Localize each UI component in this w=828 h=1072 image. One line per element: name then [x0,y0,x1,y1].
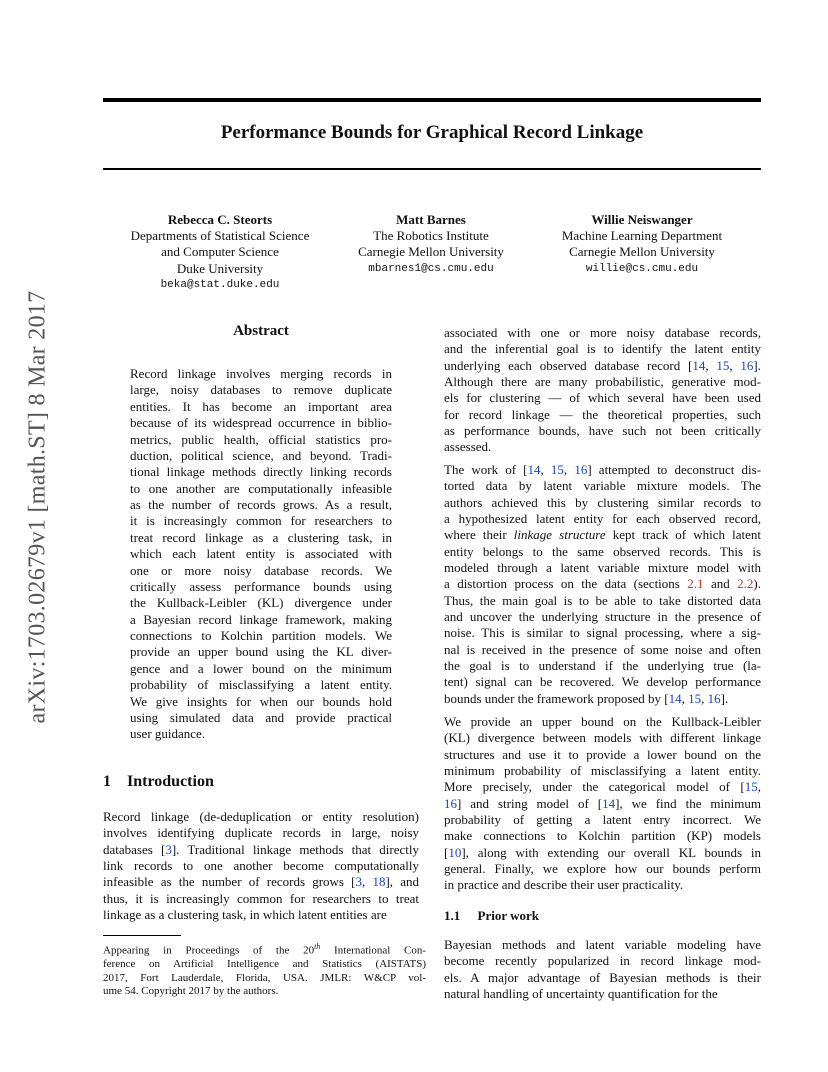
footnote [103,940,426,999]
text-line: databases [3]. Traditional linkage methods that directly [103,841,419,857]
abstract-line: tional linkage methods directly linking records [130,464,392,480]
abstract-line: gence and a lower bound on the minimum [130,660,392,676]
abstract-line: to one another are computationally infeasible [130,480,392,496]
footnote-line: ference on Artificial Intelligence and Statistics (AISTATS) [103,958,426,971]
abstract-line: large, noisy databases to remove duplicate [130,382,392,398]
abstract-line: metrics, public health, official statistics pro- [130,431,392,447]
text-line: involves identifying duplicate records in large, noisy [103,825,419,841]
abstract-line: We give insights for when our bounds hold [130,693,392,709]
text-line: nal is received in the presence of some noise and often [444,641,761,657]
abstract-line: entities. It has become an important area [130,398,392,414]
abstract-line: the Kullback-Leibler (KL) divergence under [130,595,392,611]
abstract-line: it is increasingly common for researchers to [130,513,392,529]
abstract-line: probability of misclassifying a latent entity. [130,677,392,693]
text-line: authors achieved this by clustering similar records to [444,494,761,510]
abstract-line: which each latent entity is associated with [130,546,392,562]
author-name: Rebecca C. Steorts [167,212,273,227]
text-line: tent) signal can be recovered. We develop performance [444,674,761,690]
author-name: Willie Neiswanger [591,212,693,227]
text-line: as performance bounds, have such not been critically [444,423,761,439]
author-affiliation: The Robotics Institute [373,228,489,244]
text-line: 16] and string model of [14], we find the minimum [444,795,761,811]
abstract-line: connections to Kolchin partition models. We [130,628,392,643]
author-email[interactable]: beka@stat.duke.edu [160,278,280,291]
abstract-line: user guidance. [130,726,206,742]
text-line: for record linkage — the theoretical properties, such [444,406,761,422]
abstract-line: as the number of records grows. As a result, [130,497,392,512]
abstract-line: provide an upper bound using the KL diver- [130,644,392,660]
text-line: link records to one another become computationally [103,858,419,874]
title-bottom-rule [103,168,761,170]
text-line: probability of getting a latent entry incorrect. We [444,812,761,828]
text-line: general. Finally, we explore how our bounds perform [444,861,761,877]
footnote-line: Appearing in Proceedings of the 20th International Con- [103,942,426,957]
author-affiliation: Duke University [176,260,264,276]
text-line: noise. This is similar to signal processing, where a sig- [444,625,761,641]
column2-paragraph-1 [444,325,761,456]
text-line: (KL) divergence between models with different linkage [444,730,761,746]
author-affiliation: Machine Learning Department [561,228,723,244]
text-line: make connections to Kolchin partition (KP) models [444,828,761,844]
abstract-body [130,366,392,743]
abstract-line: critically assess performance bounds using [130,578,392,594]
subsection-number: 1.1 [444,908,461,923]
text-line: the goal is to understand if the underlying true (la- [444,658,761,674]
introduction-body [103,809,419,923]
text-line: [10], along with extending our overall KL bounds in [444,844,761,860]
footnote-rule [103,935,181,936]
subsection-title: Prior work [477,908,539,923]
abstract-line: treat record linkage as a clustering task, in [130,529,392,545]
author-email[interactable]: mbarnes1@cs.cmu.edu [368,262,494,275]
text-line: Although there are many probabilistic, generative mod- [444,374,761,390]
text-line: torted data by latent variable mixture models. The [444,478,761,494]
author-block-3 [530,212,754,277]
text-line: in practice and describe their user practicality. [444,877,684,893]
text-line: els for clustering — of which several have been used [444,390,761,406]
text-line: structures and use it to provide a lower bound on the [444,746,761,762]
text-line: linkage as a clustering task, in which latent entities are [103,907,387,923]
paper-title: Performance Bounds for Graphical Record Linkage [220,122,644,143]
text-line: modeled through a latent variable mixture model with [444,560,761,576]
text-line: minimum probability of misclassifying a latent entity. [444,763,761,779]
column2-paragraph-3 [444,714,761,894]
abstract-line: duction, political science, and beyond. Tradi- [130,447,392,463]
subsection-heading-prior-work [444,908,539,924]
text-line: natural handling of uncertainty quantification for the [444,986,718,1002]
text-line: a hypothesized latent entity for each observed record, [444,511,761,527]
arxiv-identifier: arXiv:1703.02679v1 [math.ST] 8 Mar 2017 [24,290,51,724]
author-email[interactable]: willie@cs.cmu.edu [585,262,699,275]
author-block-2 [338,212,524,277]
text-line: We provide an upper bound on the Kullback-Leibler [444,714,761,729]
footnote-line: ume 54. Copyright 2017 by the authors. [103,985,279,998]
author-affiliation: Departments of Statistical Science [130,228,310,244]
author-affiliation: and Computer Science [161,244,279,260]
text-line: bounds under the framework proposed by [14, 15, 16]. [444,690,729,706]
text-line: where their linkage structure kept track of which latent [444,527,761,543]
column2-paragraph-2 [444,462,761,707]
text-line: assessed. [444,439,492,455]
text-line: thus, it is increasingly common for researchers to treat [103,890,419,906]
abstract-line: using simulated data and provide practical [130,709,392,725]
text-line: Thus, the main goal is to be able to take distorted data [444,592,761,608]
text-line: become recently popularized in record linkage mod- [444,953,761,969]
text-line: entity belongs to the same observed records. This is [444,543,761,559]
author-name: Matt Barnes [396,212,466,227]
text-line: a distortion process on the data (sections 2.1 and 2.2). [444,576,761,592]
author-affiliation: Carnegie Mellon University [358,244,504,260]
section-title: Introduction [127,773,214,790]
abstract-line: because of its widespread occurrence in biblio- [130,415,392,431]
column2-paragraph-4 [444,937,761,1002]
abstract-heading: Abstract [233,323,289,339]
abstract-line: one or more noisy database records. We [130,562,392,578]
abstract-line: a Bayesian record linkage framework, making [130,611,392,627]
text-line: The work of [14, 15, 16] attempted to deconstruct dis- [444,462,762,477]
author-affiliation: Carnegie Mellon University [569,244,715,260]
text-line: associated with one or more noisy database records, [444,325,761,340]
section-heading-introduction [103,773,214,791]
text-line: infeasible as the number of records grows [3, 18], and [103,874,419,890]
section-number: 1 [103,773,111,790]
text-line: More precisely, under the categorical model of [15, [444,779,761,795]
title-top-rule [103,98,761,102]
text-line: Bayesian methods and latent variable modeling have [444,937,761,952]
text-line: and the inferential goal is to identify the latent entity [444,341,761,357]
text-line: Record linkage (de-deduplication or entity resolution) [103,809,419,824]
author-block-1 [108,212,332,293]
text-line: underlying each observed database record [14, 15, 16]. [444,357,762,373]
text-line: els. A major advantage of Bayesian methods is their [444,969,761,985]
footnote-line: 2017, Fort Lauderdale, Florida, USA. JMLR: W&CP vol- [103,971,426,984]
abstract-line: Record linkage involves merging records in [130,366,392,381]
text-line: and uncover the underlying structure in the presence of [444,609,761,625]
